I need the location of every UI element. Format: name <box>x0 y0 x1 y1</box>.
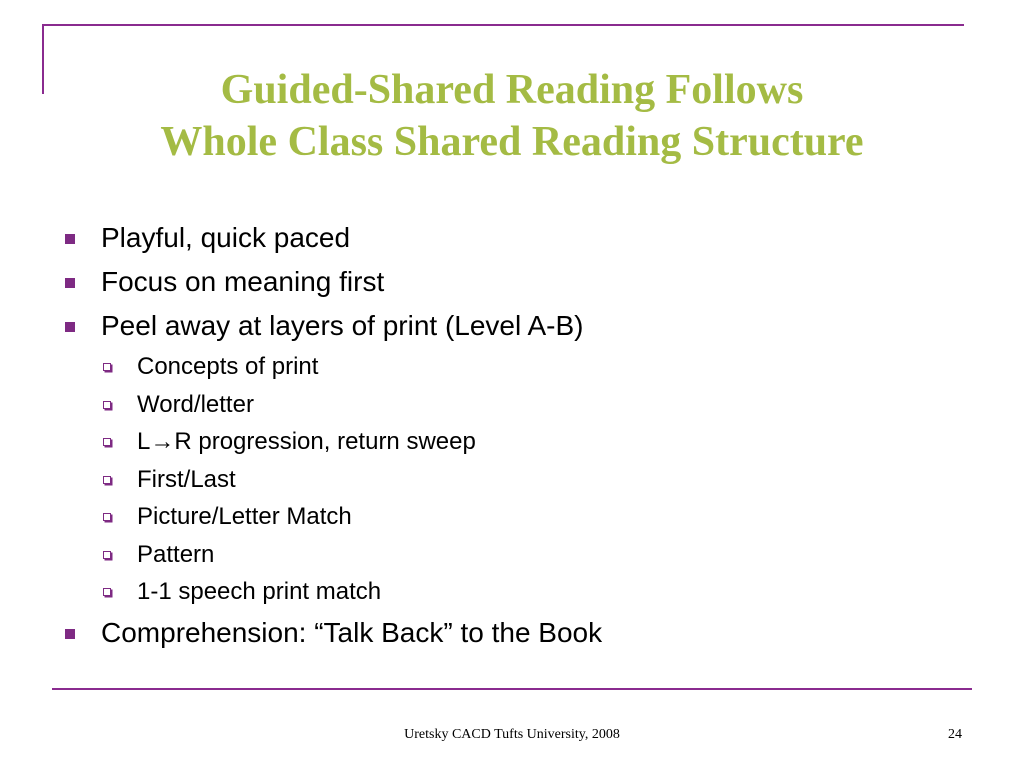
sub-bullet-text: Pattern <box>137 540 215 568</box>
sub-bullet-item <box>60 386 960 424</box>
hollow-square-bullet-icon <box>103 438 111 446</box>
bullet-item <box>60 611 960 655</box>
sub-bullet-item <box>60 461 960 499</box>
hollow-square-bullet-icon <box>103 363 111 371</box>
bullet-text: Playful, quick paced <box>101 222 351 253</box>
slide-title-line-1: Guided-Shared Reading Follows <box>220 67 804 113</box>
sub-bullet-text: 1-1 speech print match <box>137 578 382 605</box>
hollow-square-bullet-icon <box>103 513 111 521</box>
bullet-item <box>60 304 960 348</box>
slide-title-line-2: Whole Class Shared Reading Structure <box>160 119 864 165</box>
sub-bullet-item <box>60 573 960 611</box>
sub-bullet-text: Word/letter <box>137 390 254 418</box>
sub-bullet-item <box>60 423 960 461</box>
sub-bullet-item <box>60 348 960 386</box>
slide-number: 24 <box>948 727 962 742</box>
square-bullet-icon <box>65 322 75 332</box>
bullet-text: Peel away at layers of print (Level A-B) <box>101 310 584 341</box>
bullet-text: Comprehension: “Talk Back” to the Book <box>101 616 603 648</box>
slide-title <box>0 64 1024 168</box>
sub-bullet-item <box>60 536 960 574</box>
hollow-square-bullet-icon <box>103 551 111 559</box>
bottom-divider-line <box>52 688 972 690</box>
sub-bullet-item <box>60 498 960 536</box>
sub-bullet-text: L→R progression, return sweep <box>137 428 476 455</box>
sub-bullet-text: First/Last <box>137 465 236 493</box>
square-bullet-icon <box>65 278 75 288</box>
hollow-square-bullet-icon <box>103 401 111 409</box>
hollow-square-bullet-icon <box>103 588 111 596</box>
bullet-text: Focus on meaning first <box>101 266 385 297</box>
footer-text: Uretsky CACD Tufts University, 2008 <box>404 727 620 742</box>
hollow-square-bullet-icon <box>103 476 111 484</box>
top-border-line <box>42 24 964 26</box>
sub-bullet-text: Picture/Letter Match <box>137 503 352 530</box>
square-bullet-icon <box>65 629 75 639</box>
bullet-list <box>60 216 960 655</box>
bullet-item <box>60 260 960 304</box>
square-bullet-icon <box>65 234 75 244</box>
bullet-item <box>60 216 960 260</box>
sub-bullet-text: Concepts of print <box>137 353 319 380</box>
